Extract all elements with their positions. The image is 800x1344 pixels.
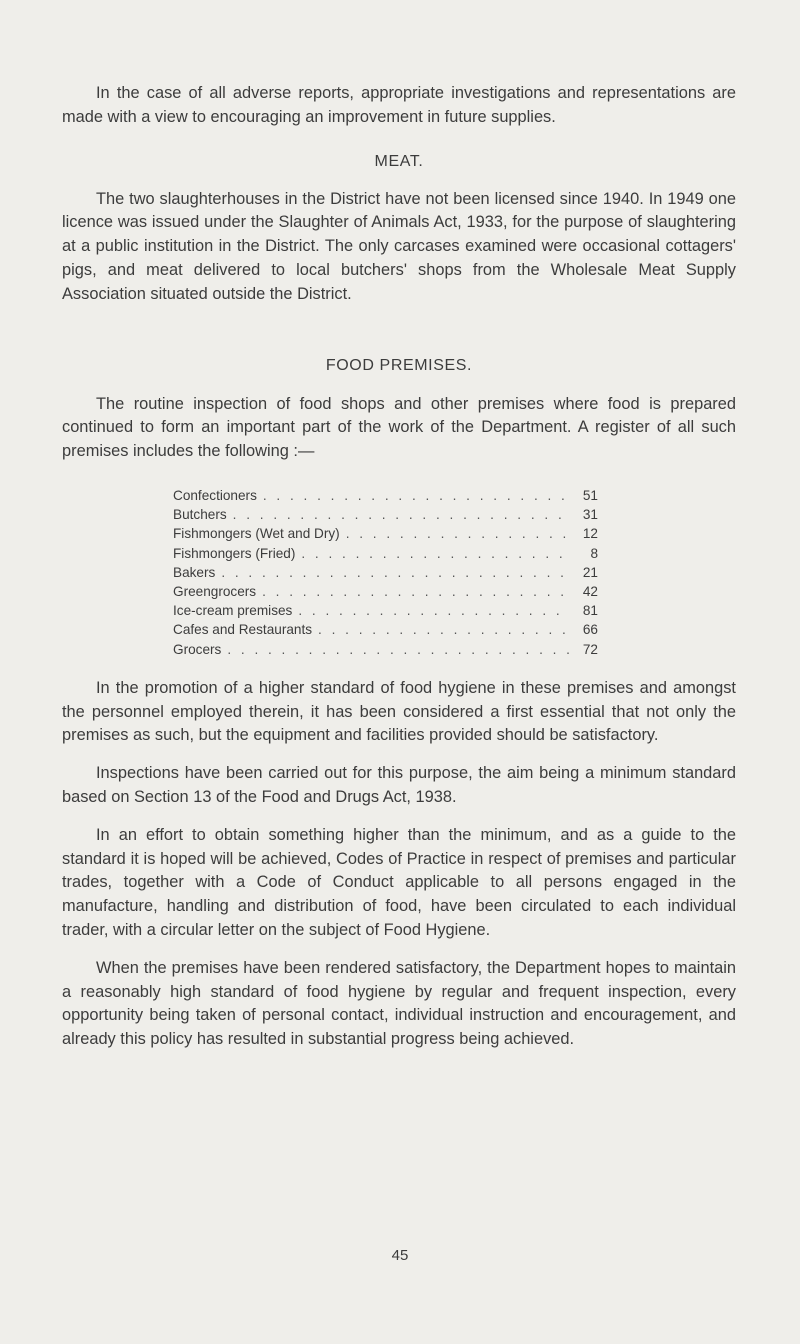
register-row-greengrocers bbox=[173, 582, 598, 601]
meat-heading: MEAT. bbox=[374, 152, 424, 170]
intro-paragraph: In the case of all adverse reports, appropriate investigations and representations are made with a view to encouraging an improvement in future supplies. bbox=[62, 84, 736, 126]
register-count: 66 bbox=[582, 622, 598, 638]
register-row-ice-cream-premises bbox=[173, 601, 598, 620]
register-label: Ice-cream premises bbox=[173, 603, 293, 619]
register-label: Confectioners bbox=[173, 487, 257, 503]
register-label: Fishmongers (Wet and Dry) bbox=[173, 526, 340, 542]
register-label: Grocers bbox=[173, 641, 222, 657]
dot-leader bbox=[227, 505, 570, 524]
premises-register-list bbox=[173, 486, 598, 659]
food-premises-heading: FOOD PREMISES. bbox=[325, 356, 473, 374]
register-label: Bakers bbox=[173, 564, 216, 580]
register-row-fishmongers-fried bbox=[173, 544, 598, 563]
register-row-grocers bbox=[173, 640, 598, 659]
register-count: 12 bbox=[582, 526, 598, 542]
meat-paragraph: The two slaughterhouses in the District have not been licensed since 1940. In 1949 one licence was issued under the Slaughter of Animals Act, 1933, for the purpose of slaughtering at a public institution in the District. The only carcases examined were occasional cottagers' pigs, and meat delivered to local butchers' shops from the Wholesale Meat Supply Association situated outside the District. bbox=[62, 189, 736, 303]
register-label: Greengrocers bbox=[173, 583, 257, 599]
register-label: Fishmongers (Fried) bbox=[173, 545, 296, 561]
hygiene-promotion-paragraph: In the promotion of a higher standard of food hygiene in these premises and amongst the personnel employed therein, it has been considered a first essential that not only the premises as such, but the equipment and facilities provided should be satisfactory. bbox=[62, 678, 736, 745]
dot-leader bbox=[312, 620, 570, 639]
dot-leader bbox=[215, 563, 570, 582]
register-count: 21 bbox=[582, 564, 598, 580]
dot-leader bbox=[295, 544, 570, 563]
register-count: 31 bbox=[582, 507, 598, 523]
dot-leader bbox=[256, 582, 570, 601]
register-label: Butchers bbox=[173, 507, 227, 523]
dot-leader bbox=[221, 640, 570, 659]
register-count: 81 bbox=[582, 603, 598, 619]
register-row-fishmongers-wet-dry bbox=[173, 524, 598, 543]
codes-of-practice-paragraph: In an effort to obtain something higher than the minimum, and as a guide to the standard it is hoped will be achieved, Codes of Practice in respect of premises and particular trades, together with a Code of Conduct applicable to all persons engaged in the manufacture, handling and distribution of food, have been circulated to each individual trader, with a circular letter on the subject of Food Hygiene. bbox=[62, 825, 736, 939]
dot-leader bbox=[292, 601, 570, 620]
register-count: 42 bbox=[582, 583, 598, 599]
register-row-butchers bbox=[173, 505, 598, 524]
register-count: 8 bbox=[590, 545, 598, 561]
register-row-cafes-restaurants bbox=[173, 620, 598, 639]
page-number: 45 bbox=[391, 1247, 409, 1264]
inspections-paragraph: Inspections have been carried out for this purpose, the aim being a minimum standard based on Section 13 of the Food and Drugs Act, 1938. bbox=[62, 764, 736, 806]
dot-leader bbox=[257, 486, 570, 505]
register-row-bakers bbox=[173, 563, 598, 582]
register-count: 51 bbox=[582, 487, 598, 503]
document-page bbox=[62, 82, 736, 1052]
register-label: Cafes and Restaurants bbox=[173, 622, 313, 638]
food-premises-intro-paragraph: The routine inspection of food shops and other premises where food is prepared continued to form an important part of the work of the Department. A register of all such premises includes the following :— bbox=[62, 394, 736, 461]
maintenance-paragraph: When the premises have been rendered satisfactory, the Department hopes to maintain a reasonably high standard of food hygiene by regular and frequent inspection, every opportunity being taken of personal contact, individual instruction and encouragement, and already this policy has resulted in substantial progress being achieved. bbox=[62, 958, 736, 1049]
dot-leader bbox=[340, 524, 570, 543]
register-row-confectioners bbox=[173, 486, 598, 505]
register-count: 72 bbox=[582, 641, 598, 657]
